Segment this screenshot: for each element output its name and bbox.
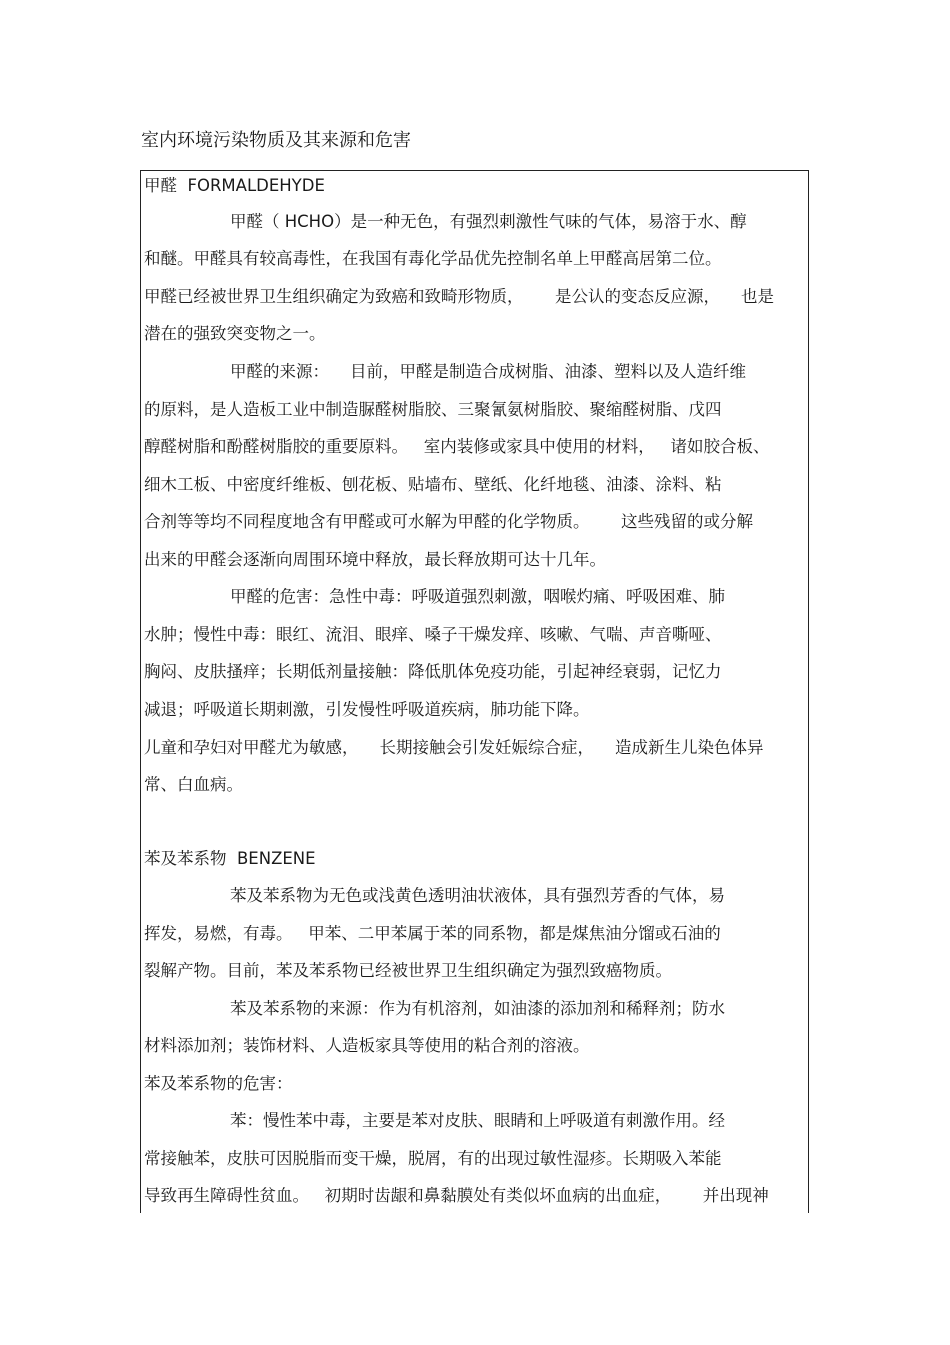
paragraph-line: 合剂等等均不同程度地含有甲醛或可水解为甲醛的化学物质。 这些残留的或分解 (144, 512, 753, 531)
paragraph-line: 苯及苯系物的危害： (144, 1074, 293, 1093)
paragraph-line: 材料添加剂；装饰材料、人造板家具等使用的粘合剂的溶液。 (144, 1036, 590, 1055)
paragraph-line: 甲醛的危害：急性中毒：呼吸道强烈刺激，咽喉灼痛、呼吸困难、肺 (230, 587, 725, 606)
paragraph-line: 减退；呼吸道长期刺激，引发慢性呼吸道疾病，肺功能下降。 (144, 700, 590, 719)
paragraph-line: 和醚。甲醛具有较高毒性，在我国有毒化学品优先控制名单上甲醛高居第二位。 (144, 249, 722, 268)
paragraph-line: 甲醛（ HCHO）是一种无色，有强烈刺激性气味的气体，易溶于水、醇 (230, 212, 747, 231)
paragraph-line: 出来的甲醛会逐渐向周围环境中释放，最长释放期可达十几年。 (144, 550, 606, 569)
paragraph-line: 裂解产物。目前，苯及苯系物已经被世界卫生组织确定为强烈致癌物质。 (144, 961, 672, 980)
paragraph-line: 导致再生障碍性贫血。 初期时齿龈和鼻黏膜处有类似坏血病的出血症， 并出现神 (144, 1186, 769, 1205)
paragraph-line: 细木工板、中密度纤维板、刨花板、贴墙布、壁纸、化纤地毯、油漆、涂料、粘 (144, 475, 722, 494)
section-heading-formaldehyde: 甲醛 FORMALDEHYDE (144, 176, 325, 195)
paragraph-line: 甲醛的来源： 目前，甲醛是制造合成树脂、油漆、塑料以及人造纤维 (230, 362, 746, 381)
paragraph-line: 苯：慢性苯中毒，主要是苯对皮肤、眼睛和上呼吸道有刺激作用。经 (230, 1111, 725, 1130)
paragraph-line: 常、白血病。 (144, 775, 243, 794)
paragraph-line: 水肿；慢性中毒：眼红、流泪、眼痒、嗓子干燥发痒、咳嗽、气喘、声音嘶哑、 (144, 625, 722, 644)
document-title: 室内环境污染物质及其来源和危害 (141, 130, 411, 151)
section-heading-benzene: 苯及苯系物 BENZENE (144, 849, 316, 868)
paragraph-line: 胸闷、皮肤搔痒；长期低剂量接触：降低肌体免疫功能，引起神经衰弱，记忆力 (144, 662, 722, 681)
paragraph-line: 苯及苯系物的来源：作为有机溶剂，如油漆的添加剂和稀释剂；防水 (230, 999, 725, 1018)
paragraph-line: 甲醛已经被世界卫生组织确定为致癌和致畸形物质， 是公认的变态反应源， 也是 (144, 287, 774, 306)
paragraph-line: 儿童和孕妇对甲醛尤为敏感， 长期接触会引发妊娠综合症， 造成新生儿染色体异 (144, 738, 764, 757)
paragraph-line: 醇醛树脂和酚醛树脂胶的重要原料。 室内装修或家具中使用的材料， 诸如胶合板、 (144, 437, 770, 456)
paragraph-line: 的原料，是人造板工业中制造脲醛树脂胶、三聚氰氨树脂胶、聚缩醛树脂、戊四 (144, 400, 722, 419)
paragraph-line: 潜在的强致突变物之一。 (144, 324, 326, 343)
paragraph-line: 常接触苯，皮肤可因脱脂而变干燥，脱屑，有的出现过敏性湿疹。长期吸入苯能 (144, 1149, 722, 1168)
paragraph-line: 苯及苯系物为无色或浅黄色透明油状液体，具有强烈芳香的气体，易 (230, 886, 725, 905)
paragraph-line: 挥发，易燃，有毒。 甲苯、二甲苯属于苯的同系物，都是煤焦油分馏或石油的 (144, 924, 721, 943)
